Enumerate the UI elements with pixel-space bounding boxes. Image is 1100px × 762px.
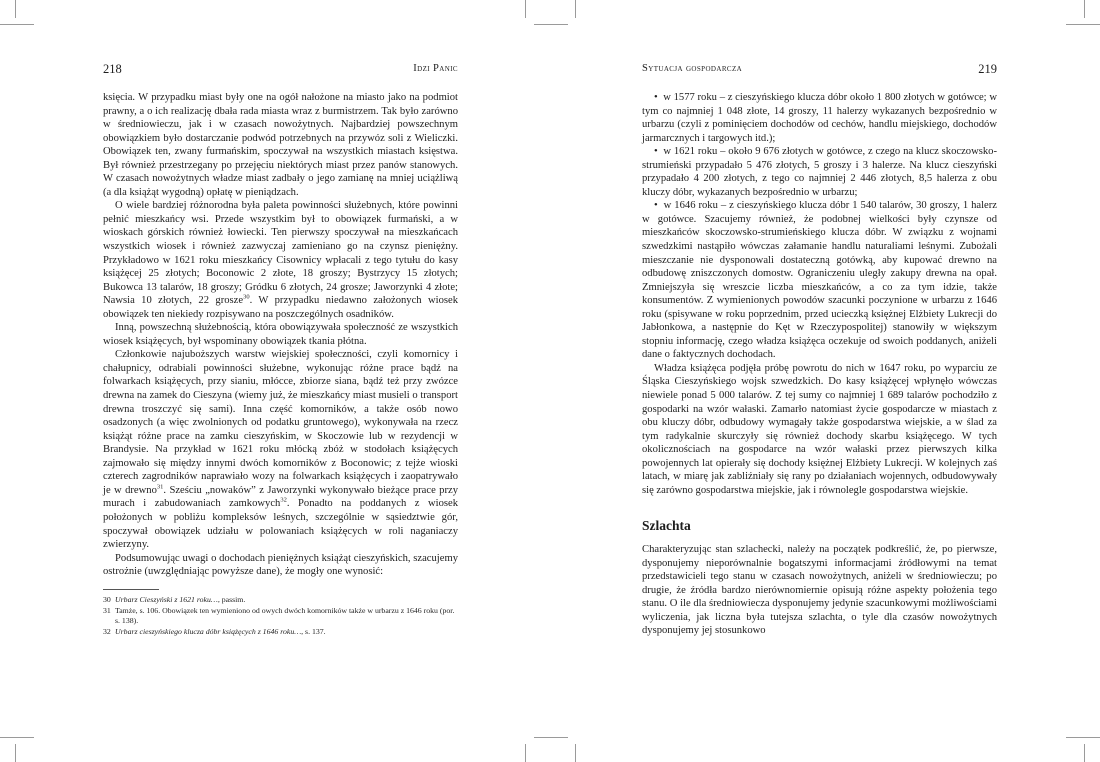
page-number: 219 bbox=[978, 62, 997, 76]
body-text bbox=[642, 91, 997, 638]
left-page bbox=[103, 60, 458, 639]
crop-mark bbox=[525, 744, 526, 762]
paragraph: Członkowie najuboższych warstw wiejskiej społeczności, czyli komornicy i chałupnicy, odrabiali powinności służebne, wykonując różne prace bądź na folwarkach książęcych, przy sianiu, młócce, zbiorze siana, bądź też przy zwózce drewna na zamek do Cieszyna (wiemy już, że mieszkańcy miast musieli o transport drewna troszczyć się sami). Inna część komorników, a także osób nowo osadzonych (a więc zwolnionych od podatku gruntowego), wykonywała na rzecz książąt różne prace na zamku cieszyńskim, w Skoczowie lub w rezydencji w Brandysie. Na przykład w 1621 roku młócką zbóż w stodołach książęcych zajmowało się między innymi dwóch komorników z Boconowic; z tejże wioski czterech zagrodników naprawiało wozy na folwarkach książęcych i zaopatrywało je w drewno$^{31}$. Sześciu „nowaków” z Jaworzynki wykonywało bieżące prace przy murach i zabudowaniach zamkowych$^{32}$. Ponadto na poddanych z wiosek położonych w pobliżu kompleksów leśnych, szczególnie w sąsiedztwie gór, spoczywał obowiązek udziału w polowaniach książęcych w roli naganiaczy zwierzyny. bbox=[103, 349, 459, 551]
footnote-divider bbox=[103, 589, 159, 590]
section-heading: Szlachta bbox=[642, 518, 691, 534]
paragraph: Władza książęca podjęła próbę powrotu do nich w 1647 roku, po wyparciu ze Śląska Cieszyńskiego wojsk szwedzkich. Do kasy książęcej wpłynęło wówczas niewiele ponad 5 000 talarów. Z tej sumy co najmniej 1 689 talarów pochodziło z gospodarki na wzór wałaski. Zamarło natomiast życie gospodarcze w miastach z obu kluczy dóbr, odbudowy wymagały także gospodarstwa wiejskie, a w ślad za tym radykalnie skurczyły się również dochody skarbu książęcego. W tych okolicznościach na gospodarce na wzór wałaski przez pierwszych kilka powojennych lat opierały się dochody księżnej Elżbiety Lukrecji. W kolejnych zaś latach, w miarę jak zabliźniały się rany po działaniach wojennych, odbudowywały się zarówno gospodarstwa miejskie, jak i równolegle gospodarstwa wiejskie. bbox=[642, 362, 997, 496]
footnote: 32 Urbarz cieszyńskiego klucza dóbr książęcych z 1646 roku…, s. 137. bbox=[103, 627, 326, 637]
footnote-ref: 31 bbox=[156, 483, 164, 491]
page-number: 218 bbox=[103, 62, 122, 76]
crop-mark bbox=[534, 737, 568, 738]
paragraph: Charakteryzując stan szlachecki, należy na początek podkreślić, że, po pierwsze, dysponujemy nieporównalnie bogatszymi informacjami źródłowymi na temat przedstawicieli tego stanu w czasach nowożytnych, aniżeli w średniowieczu; po drugie, że źródła bardzo nierównomiernie opisują różne aspekty położenia tego stanu. O ile dla średniowiecza dysponujemy jedynie szacunkowymi możliwościami wyliczenia, jak liczna była tutejsza szlachta, o tyle dla czasów nowożytnych dysponujemy jej stosunkowo bbox=[642, 543, 997, 637]
footnote-ref: 32 bbox=[280, 496, 287, 504]
crop-mark bbox=[575, 744, 576, 762]
paragraph: księcia. W przypadku miast były one na ogół nałożone na miasto jako na podmiot prawny, a o ich realizację dbała rada miasta wraz z burmistrzem. Tak było zarówno w średniowieczu, jak i w czasach nowożytnych. Najbardziej powszechnym obowiązkiem było dostarczanie podwód potrzebnych na przywóz soli z Wieliczki. Obowiązek ten, zwany furmańskim, spoczywał na wszystkich miastach księstwa. Był również przestrzegany po przejęciu niektórych miast przez panów stanowych. W czasach nowożytnych władze miast zadbały o jego zamianę na mniej uciążliwą (a dla książąt wygodną) opłatę w pieniądzach. bbox=[103, 92, 458, 198]
crop-mark bbox=[534, 24, 568, 25]
page-header bbox=[642, 60, 997, 76]
crop-mark bbox=[0, 24, 34, 25]
crop-mark bbox=[0, 737, 34, 738]
footnote: 31 Tamże, s. 106. Obowiązek ten wymieniono od owych dwóch komorników także w urbarzu z 1646 roku (por. s. 138). bbox=[103, 606, 455, 625]
body-text bbox=[103, 91, 458, 579]
crop-mark bbox=[1066, 737, 1100, 738]
paragraph: Podsumowując uwagi o dochodach pieniężnych książąt cieszyńskich, szacujemy ostrożnie (uwzględniając powyższe dane), że mogły one wynosić: bbox=[103, 552, 458, 578]
crop-mark bbox=[15, 0, 16, 18]
footnote: 30 Urbarz Cieszyński z 1621 roku…, passim. bbox=[103, 594, 246, 604]
list-item: • w 1577 roku – z cieszyńskiego klucza dóbr około 1 800 złotych w gotówce; w tym co najmniej 1 048 złote, 14 groszy, 11 halerzy wykazanych bezpośrednio w urbarzu (czyli z pominięciem dochodów od cechów, handlu miejskiego, dochodów jarmarcznych i targowych itd.); bbox=[642, 91, 997, 145]
list-item: • w 1646 roku – z cieszyńskiego klucza dóbr 1 540 talarów, 30 groszy, 1 halerz w gotówce. Szacujemy również, że podobnej wielkości były czynsze od mieszkańców skoczowsko-strumieńskiego klucza dóbr. W związku z wojnami szwedzkimi nastąpiło wówczas załamanie handlu naturaliami leśnymi. Zubożali mieszczanie nie dysponowali dostateczną gotówką, aby kupować drewno na odbudowę zniszczonych domostw. Ograniczeniu uległy zakupy drewna na opał. Zmniejszyła się wreszcie liczba mieszkańców, a co za tym idzie, także konsumentów. Z wymienionych powodów szacunki poczynione w urbarzu z 1646 roku (spisywane w roku poprzednim, przed ucieczką księżnej Elżbiety Lukrecji do Jabłonkowa, a następnie do Kęt w Rzeczypospolitej) stanowiły w większym stopniu informację, czego władza książęca oczekuje od swoich poddanych, aniżeli dane o faktycznych dochodach. bbox=[642, 199, 997, 362]
crop-mark bbox=[525, 0, 526, 18]
running-head: Sytuacja gospodarcza bbox=[642, 63, 743, 74]
paragraph: O wiele bardziej różnorodna była paleta powinności służebnych, które powinni pełnić mieszkańcy wsi. Przede wszystkim był to obowiązek furmański, a w wioskach górskich również łowiecki. Ten pierwszy spoczywał na mieszkańcach wszystkich wiosek i również zazwyczaj zamieniano go na czynsz pieniężny. Przykładowo w 1621 roku mieszkańcy Cisownicy wpłacali z tego tytułu do kasy książęcej 25 złotych; Boconowic 2 złote, 18 groszy; Bystrzycy 15 złotych; Bukowca 13 talarów, 18 groszy; Gródku 6 złotych, 24 grosze; Jaworzynki 4 złote; Nawsia 10 złotych, 22 grosze$^{30}$. W przypadku niedawno założonych wiosek obowiązek ten niekiedy rozpisywano na poszczególnych osadników. bbox=[103, 200, 458, 320]
paragraph: Inną, powszechną służebnością, która obowiązywała społeczność ze wszystkich wiosek książęcych, był wspominany obowiązek tkania płótna. bbox=[103, 322, 458, 347]
crop-mark bbox=[15, 744, 16, 762]
page-header bbox=[103, 60, 458, 76]
crop-mark bbox=[575, 0, 576, 18]
list-item: • w 1621 roku – około 9 676 złotych w gotówce, z czego na klucz skoczowsko-strumieński przypadało 5 476 złotych, 5 groszy i 3 halerze. Na klucz cieszyński przypadało 4 200 złotych, z tego co najmniej 2 446 złotych, 8,5 halerza z obu kluczy dóbr, wykazanych bezpośrednio w urbarzu; bbox=[642, 145, 997, 199]
footnotes bbox=[103, 595, 458, 637]
crop-mark bbox=[1066, 24, 1100, 25]
running-head: Idzi Panic bbox=[413, 63, 458, 74]
crop-mark bbox=[1084, 0, 1085, 18]
footnote-ref: 30 bbox=[243, 293, 250, 301]
right-page bbox=[642, 60, 997, 638]
crop-mark bbox=[1084, 744, 1085, 762]
